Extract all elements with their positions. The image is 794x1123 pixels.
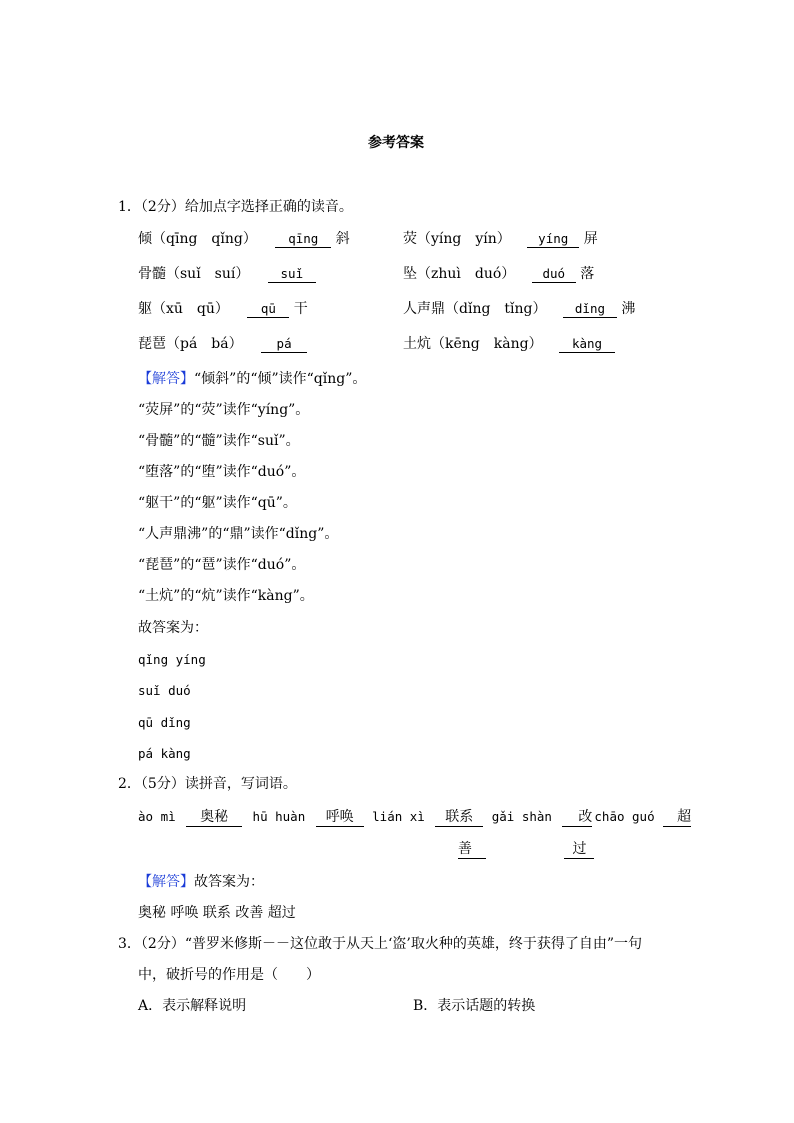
q1-item-suffix: 沸 <box>621 301 636 317</box>
q2-stem: 2．（5分）读拼音，写词语。 <box>118 776 297 792</box>
q1-item-suffix: 干 <box>293 301 308 317</box>
q2-answer-blank: 联系 <box>435 809 483 827</box>
q1-item-prompt: 倾（qīng qǐng） <box>138 231 257 247</box>
answer-line: 奥秘 呼唤 联系 改善 超过 <box>138 905 296 921</box>
q2-row <box>138 808 691 827</box>
answer-line: qū dǐng <box>138 715 191 730</box>
q1-stem: 1．（2分）给加点字选择正确的读音。 <box>118 199 353 215</box>
q1-answer-blank: qū <box>247 300 289 318</box>
q1-item-prompt: 躯（xū qū） <box>138 301 229 317</box>
q1-item <box>403 300 635 318</box>
q1-item-prompt: 坠（zhuì duó） <box>403 266 516 282</box>
q1-item <box>403 335 615 353</box>
q1-answer-blank: pá <box>261 335 307 353</box>
analysis-line: “土炕”的“炕”读作“kàng”。 <box>138 588 314 604</box>
q2-pinyin: ào mì <box>138 809 176 824</box>
q1-item <box>138 335 307 353</box>
q3-stem: 3．（2分）“普罗米修斯－－这位敢于从天上‘盗’取火种的英雄，终于获得了自由”一句 <box>118 936 643 952</box>
q2-answer-blank: 奥秘 <box>186 809 242 827</box>
q1-item <box>138 265 316 283</box>
q2-answer-blank: 善 <box>458 841 486 859</box>
option-b: B．表示话题的转换 <box>413 998 536 1014</box>
page-title: 参考答案 <box>368 135 424 151</box>
q2-pinyin: hū huàn <box>252 809 306 824</box>
q2-answer-blank: 超 <box>663 809 691 827</box>
answer-line: pá kàng <box>138 746 191 761</box>
q1-item-prompt: 土炕（kēng kàng） <box>403 336 543 352</box>
analysis-line: “倾斜”的“倾”读作“qǐng”。 <box>194 371 367 387</box>
analysis-line: “琵琶”的“琶”读作“duó”。 <box>138 557 306 573</box>
q1-analysis-first <box>138 370 366 388</box>
q1-item <box>403 230 598 248</box>
q1-item <box>403 265 594 283</box>
q2-analysis <box>138 873 264 891</box>
q3-stem-continued: 中，破折号的作用是（ ） <box>138 967 320 983</box>
q1-answer-blank: suǐ <box>268 265 316 283</box>
q1-answer-blank: qīng <box>275 230 331 248</box>
q2-pinyin: gǎi shàn <box>491 809 552 824</box>
q1-item <box>138 230 350 248</box>
q1-item-prompt: 琵琶（pá bá） <box>138 336 243 352</box>
analysis-tag: 【解答】 <box>138 371 194 387</box>
analysis-text: 故答案为： <box>194 874 264 890</box>
answer-intro: 故答案为： <box>138 620 208 636</box>
analysis-line: “人声鼎沸”的“鼎”读作“dǐng”。 <box>138 526 339 542</box>
q1-answer-blank: yíng <box>527 230 579 248</box>
analysis-line: “荧屏”的“荧”读作“yíng”。 <box>138 402 310 418</box>
analysis-line: “堕落”的“堕”读作“duó”。 <box>138 464 306 480</box>
q1-answer-blank: dǐng <box>563 300 617 318</box>
analysis-line: “躯干”的“躯”读作“qū”。 <box>138 495 297 511</box>
q2-answer-blank: 改 <box>562 809 592 827</box>
q1-item-prompt: 骨髓（suǐ suí） <box>138 266 250 282</box>
analysis-tag: 【解答】 <box>138 874 194 890</box>
q2-answer-blank: 呼唤 <box>316 809 364 827</box>
option-a: A．表示解释说明 <box>138 998 247 1014</box>
q1-item <box>138 300 308 318</box>
q2-wrap-row <box>458 840 594 859</box>
q1-item-prompt: 荧（yíng yín） <box>403 231 511 247</box>
q1-item-prompt: 人声鼎（dǐng tǐng） <box>403 301 547 317</box>
q1-item-suffix: 落 <box>580 266 595 282</box>
analysis-line: “骨髓”的“髓”读作“suǐ”。 <box>138 433 300 449</box>
q2-answer-blank: 过 <box>564 841 594 859</box>
q1-item-suffix: 屏 <box>583 231 598 247</box>
q2-pinyin: lián xì <box>372 809 425 824</box>
answer-line: suǐ duó <box>138 683 191 698</box>
q1-answer-blank: kàng <box>559 335 615 353</box>
q1-answer-blank: duó <box>532 265 576 283</box>
answer-line: qǐng yíng <box>138 652 206 667</box>
q2-pinyin: chāo guó <box>594 809 655 824</box>
q1-item-suffix: 斜 <box>335 231 350 247</box>
